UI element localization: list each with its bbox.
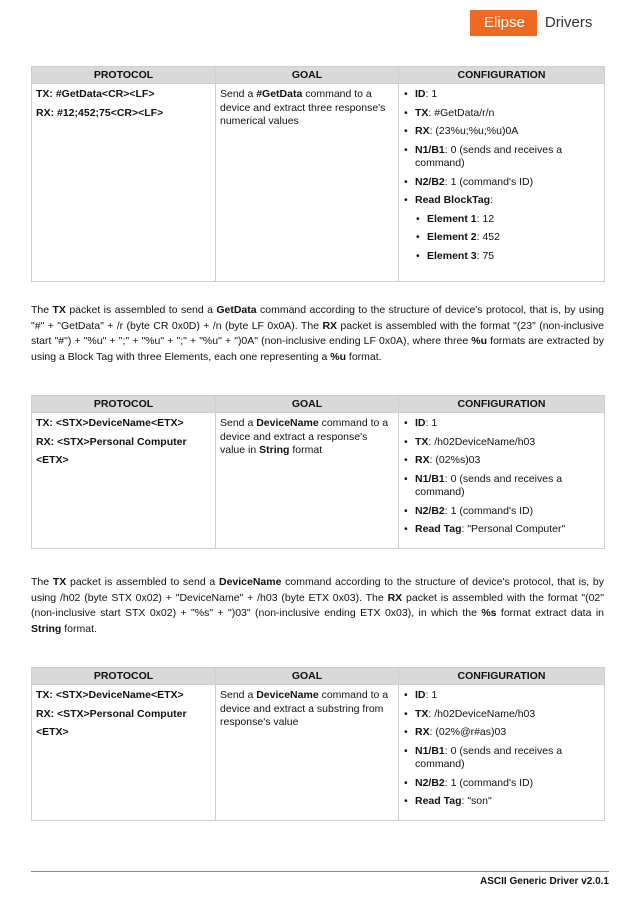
col-header-goal: GOAL <box>216 668 399 685</box>
paragraph-getdata: The TX packet is assembled to send a GetData command according to the structure of device's protocol, that is, by using "#" + "GetData" + /r (byte CR 0x0D) + /n (byte LF 0x0A). The RX packet is assembled with the format "(23" (non-inclusive start "#") + "%u" + ";" + "%u" + ";" + "%u" + ")0A" (non-inclusive ending LF 0x0A), where three %u formats are extracted by using a Block Tag with three Elements, each one representing a %u format. <box>31 304 604 363</box>
configuration-cell <box>399 84 605 282</box>
footer-divider <box>31 871 609 872</box>
protocol-table-getdata <box>31 66 605 282</box>
rx-line-cont: <ETX> <box>36 454 69 466</box>
config-item: • N1/B1: 0 (sends and receives a command) <box>403 144 600 171</box>
elipse-drivers-logo <box>470 10 592 36</box>
col-header-protocol: PROTOCOL <box>32 67 216 84</box>
block-element: • Element 2: 452 <box>415 231 600 245</box>
config-item: • TX: /h02DeviceName/h03 <box>403 708 600 722</box>
goal-text: Send a #GetData command to a device and extract three response's numerical values <box>220 88 386 127</box>
config-item: • Read Tag: "Personal Computer" <box>403 523 600 537</box>
col-header-goal: GOAL <box>216 396 399 413</box>
config-item: • TX: /h02DeviceName/h03 <box>403 436 600 450</box>
col-header-configuration: CONFIGURATION <box>399 67 605 84</box>
config-item: • ID: 1 <box>403 689 600 703</box>
tx-line: TX: <STX>DeviceName<ETX> <box>36 417 184 429</box>
config-item: • RX: (23%u;%u;%u)0A <box>403 125 600 139</box>
config-item: • N1/B1: 0 (sends and receives a command) <box>403 745 600 772</box>
config-item: • RX: (02%@r#as)03 <box>403 726 600 740</box>
config-list <box>403 689 600 809</box>
config-item: • Read BlockTag: • Element 1: 12 • Element 2: 452 • Element 3: 75 <box>403 194 600 263</box>
goal-text: Send a DeviceName command to a device and extract a substring from response's value <box>220 689 389 728</box>
config-item: • RX: (02%s)03 <box>403 454 600 468</box>
goal-text: Send a DeviceName command to a device and extract a response's value in String format <box>220 417 389 456</box>
rx-line: RX: <STX>Personal Computer <box>36 707 187 720</box>
col-header-configuration: CONFIGURATION <box>399 668 605 685</box>
logo-product: Drivers <box>544 14 593 31</box>
config-item: • N1/B1: 0 (sends and receives a command) <box>403 473 600 500</box>
col-header-goal: GOAL <box>216 67 399 84</box>
tx-line: TX: <STX>DeviceName<ETX> <box>36 689 184 701</box>
protocol-table-devicename-string <box>31 395 605 549</box>
goal-cell <box>216 84 399 282</box>
block-tag-elements <box>415 213 600 264</box>
goal-cell <box>216 685 399 821</box>
config-item: • Read Tag: "son" <box>403 795 600 809</box>
col-header-protocol: PROTOCOL <box>32 668 216 685</box>
protocol-cell <box>32 685 216 821</box>
rx-line-cont: <ETX> <box>36 726 69 738</box>
config-item: • ID: 1 <box>403 88 600 102</box>
config-item: • ID: 1 <box>403 417 600 431</box>
col-header-protocol: PROTOCOL <box>32 396 216 413</box>
rx-line: RX: #12;452;75<CR><LF> <box>36 106 164 119</box>
protocol-table-devicename-substring <box>31 667 605 821</box>
configuration-cell <box>399 685 605 821</box>
configuration-cell <box>399 413 605 549</box>
goal-cell <box>216 413 399 549</box>
col-header-configuration: CONFIGURATION <box>399 396 605 413</box>
block-element: • Element 1: 12 <box>415 213 600 227</box>
protocol-cell <box>32 413 216 549</box>
config-item: • N2/B2: 1 (command's ID) <box>403 176 600 190</box>
block-element: • Element 3: 75 <box>415 250 600 264</box>
rx-line: RX: <STX>Personal Computer <box>36 435 187 448</box>
config-item: • N2/B2: 1 (command's ID) <box>403 777 600 791</box>
tx-line: TX: #GetData<CR><LF> <box>36 88 155 100</box>
config-item: • N2/B2: 1 (command's ID) <box>403 505 600 519</box>
config-item: • TX: #GetData/r/n <box>403 107 600 121</box>
config-list <box>403 417 600 537</box>
config-list <box>403 88 600 263</box>
logo-brand: Elipse <box>470 10 537 36</box>
paragraph-devicename: The TX packet is assembled to send a DeviceName command according to the structure of device's protocol, that is, by using /h02 (byte STX 0x02) + "DeviceName" + /h03 (byte ETX 0x03). The RX packet is assembled with the format "(02" (non-inclusive start STX 0x02) + "%s" + ")03" (non-inclusive ending ETX 0x03), in which the %s format extract data in String format. <box>31 576 605 635</box>
footer-doc-version: ASCII Generic Driver v2.0.1 <box>480 876 609 887</box>
protocol-cell <box>32 84 216 282</box>
